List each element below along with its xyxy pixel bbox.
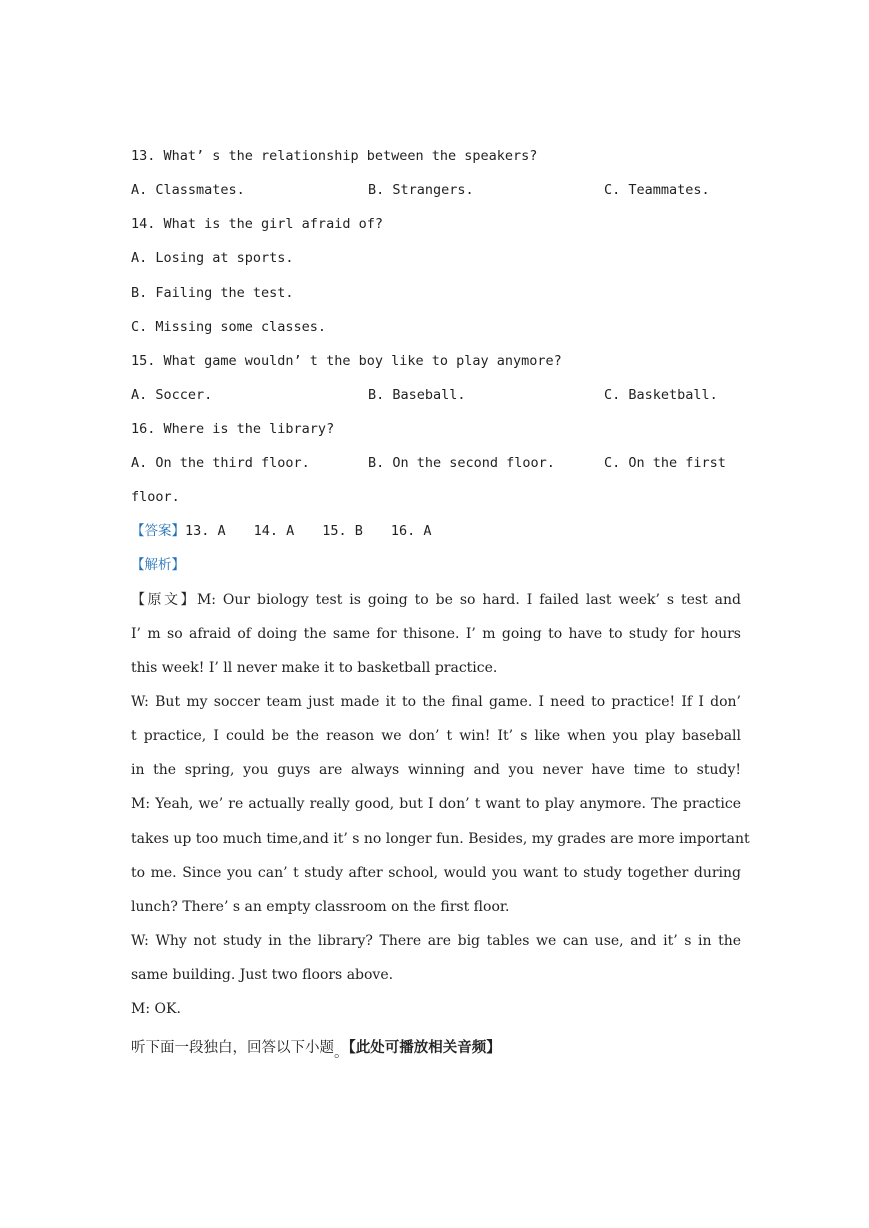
question-16-stem: 16. Where is the library? xyxy=(131,421,335,437)
transcript-line: in the spring, you guys are always winning and you never have time to study! xyxy=(131,762,741,778)
answer-item: 16. A xyxy=(390,523,432,539)
option-c-continuation: floor. xyxy=(131,489,180,505)
option-a: A. Classmates. xyxy=(131,182,245,198)
option-c: C. Basketball. xyxy=(604,387,718,403)
transcript-line: takes up too much time,and it’ s no longer fun. Besides, my grades are more important xyxy=(131,831,750,847)
option-b: B. Baseball. xyxy=(368,387,466,403)
option-c: C. Missing some classes. xyxy=(131,319,327,335)
answer-item: 15. B xyxy=(322,523,363,539)
next-section-text: 听下面一段独白，回答以下小题 xyxy=(131,1040,334,1056)
option-b: B. On the second floor. xyxy=(368,455,555,471)
option-b: B. Failing the test. xyxy=(131,285,294,301)
transcript-line: lunch? There’ s an empty classroom on the first floor. xyxy=(131,899,510,915)
option-a: A. Losing at sports. xyxy=(131,250,294,266)
question-15-stem: 15. What game wouldn’ t the boy like to play anymore? xyxy=(131,353,562,369)
transcript-line: same building. Just two floors above. xyxy=(131,967,394,983)
answer-item: 14. A xyxy=(253,523,295,539)
transcript-line: W: Why not study in the library? There are big tables we can use, and it’ s in the xyxy=(131,933,741,949)
answer-label: 【答案】 xyxy=(131,523,185,539)
audio-note: 【此处可播放相关音频】 xyxy=(348,1040,501,1056)
transcript-line: t practice, I could be the reason we don’ t win! It’ s like when you play baseball xyxy=(131,728,741,744)
transcript-line: I’ m so afraid of doing the same for thisone. I’ m going to have to study for hours xyxy=(131,626,741,642)
option-c: C. On the first xyxy=(604,455,726,471)
transcript-line: 【原文】M: Our biology test is going to be so hard. I failed last week’ s test and xyxy=(131,592,741,608)
transcript-line: M: Yeah, we’ re actually really good, but I don’ t want to play anymore. The practice xyxy=(131,796,741,812)
transcript-line: this week! I’ ll never make it to basketball practice. xyxy=(131,660,498,676)
transcript-line: W: But my soccer team just made it to the final game. I need to practice! If I don’ xyxy=(131,694,741,710)
option-b: B. Strangers. xyxy=(368,182,474,198)
analysis-label: 【解析】 xyxy=(131,557,185,573)
answer-item: 13. A xyxy=(185,523,226,539)
question-14-stem: 14. What is the girl afraid of? xyxy=(131,216,383,232)
next-section-prompt xyxy=(131,1038,741,1061)
transcript-line: to me. Since you can’ t study after school, would you want to study together during xyxy=(131,865,741,881)
next-section-period: 。 xyxy=(334,1045,349,1061)
transcript-line: M: OK. xyxy=(131,1001,181,1017)
answer-line xyxy=(131,521,741,541)
option-a: A. On the third floor. xyxy=(131,455,310,471)
question-13-stem: 13. What’ s the relationship between the speakers? xyxy=(131,148,538,164)
transcript-label: 【原文】 xyxy=(131,592,197,608)
option-c: C. Teammates. xyxy=(604,182,710,198)
option-a: A. Soccer. xyxy=(131,387,213,403)
